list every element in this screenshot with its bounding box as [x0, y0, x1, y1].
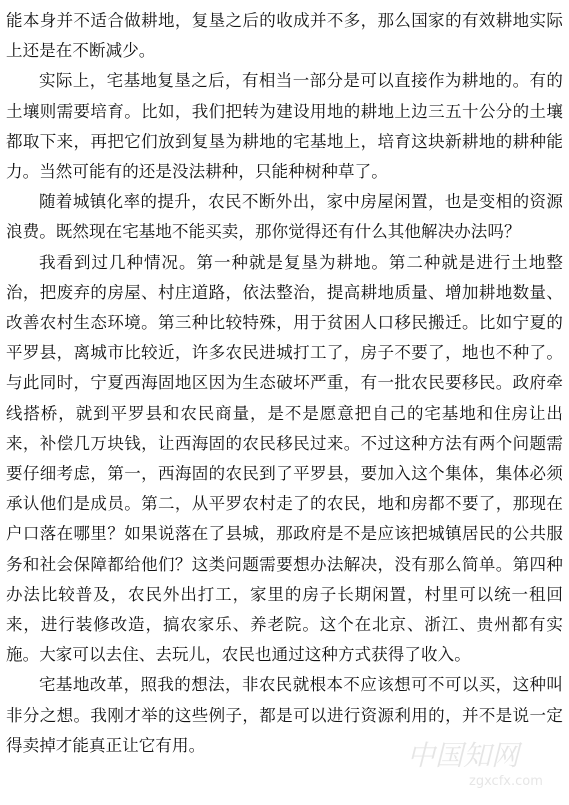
paragraph-5: 宅基地改革，照我的想法，非农民就根本不应该想可不可以买，这种叫非分之想。我刚才举的这些例子，都是可以进行资源利用的，并不是说一定得卖掉才能真正让它有用。: [6, 675, 563, 755]
paragraph-3: 随着城镇化率的提升，农民不断外出，家中房屋闲置，也是变相的资源浪费。既然现在宅基地不能买卖，那你觉得还有什么其他解决办法吗？: [6, 192, 563, 242]
watermark-url: zgxcfx.com: [469, 774, 543, 789]
paragraph-4: 我看到过几种情况。第一种就是复垦为耕地。第二种就是进行土地整治，把废弃的房屋、村庄道路，依法整治，提高耕地质量、增加耕地数量、改善农村生态环境。第三种比较特殊，用于贫困人口移民搬迁。比如宁夏的平罗县，离城市比较近，许多农民进城打工了，房子不要了，地也不种了。与此同时，宁夏西海固地区因为生态破坏严重，有一批农民要移民。政府牵线搭桥，就到平罗县和农民商量，是不是愿意把自己的宅基地和住房让出来，补偿几万块钱，让西海固的农民移民过来。不过这种方法有两个问题需要仔细考虑，第一，西海固的农民到了平罗县，要加入这个集体，集体必须承认他们是成员。第二，从平罗农村走了的农民，地和房都不要了，那现在户口落在哪里？如果说落在了县城，那政府是不是应该把城镇居民的公共服务和社会保障都给他们？这类问题需要想办法解决，没有那么简单。第四种办法比较普及，农民外出打工，家里的房子长期闲置，村里可以统一租回来，进行装修改造，搞农家乐、养老院。这个在北京、浙江、贵州都有实施。大家可以去住、去玩儿，农民也通过这种方式获得了收入。: [6, 252, 563, 665]
paragraph-2: 实际上，宅基地复垦之后，有相当一部分是可以直接作为耕地的。有的土壤则需要培育。比如，我们把转为建设用地的耕地上边三五十公分的土壤都取下来，再把它们放到复垦为耕地的宅基地上，培育这块新耕地的耕种能力。当然可能有的还是没法耕种，只能种树种草了。: [6, 71, 563, 182]
watermark-text: 中国知网: [407, 739, 520, 772]
paragraph-1: 能本身并不适合做耕地，复垦之后的收成并不多，那么国家的有效耕地实际上还是在不断减少。: [6, 11, 563, 61]
